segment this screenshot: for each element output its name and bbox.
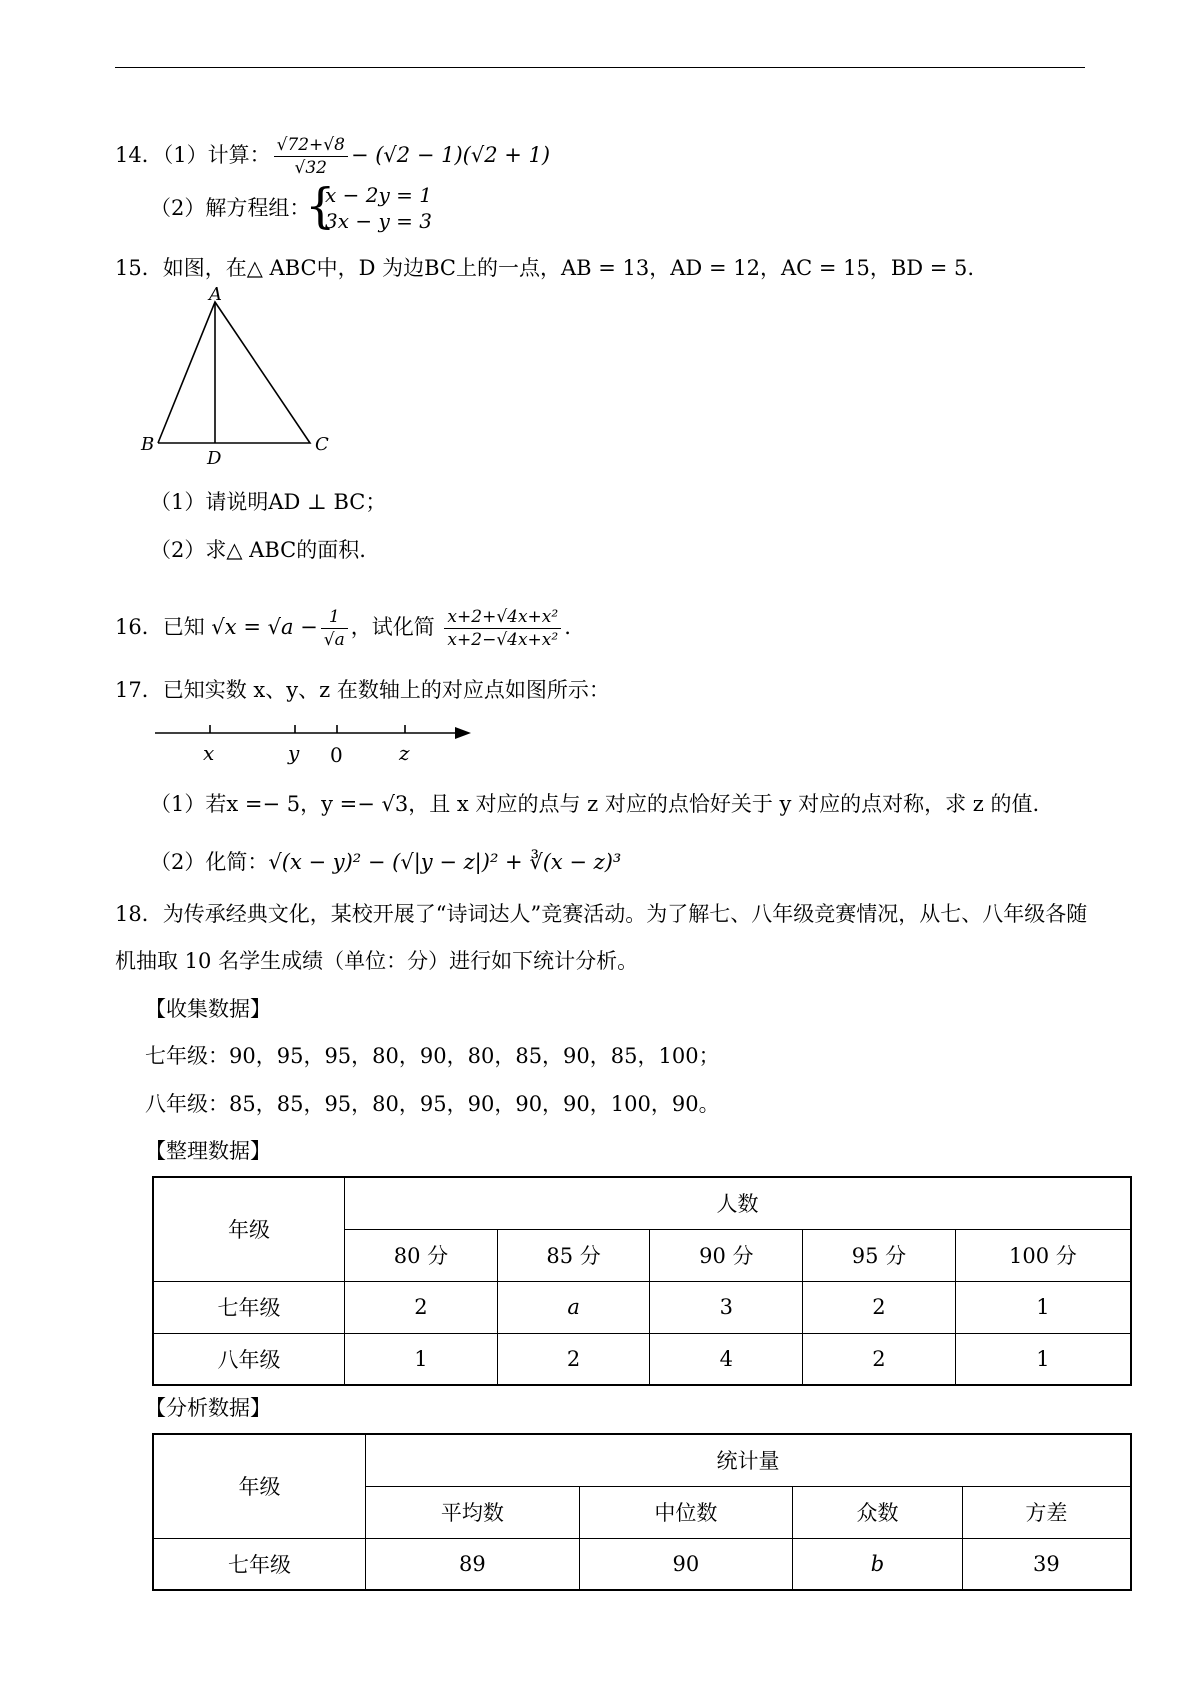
statistics-table bbox=[152, 1433, 1132, 1591]
table-cell: 1 bbox=[955, 1281, 1131, 1333]
table-cell: 2 bbox=[497, 1333, 650, 1385]
table-cell: a bbox=[497, 1281, 650, 1333]
q16-f2-denominator: x+2−√4x+x² bbox=[447, 630, 559, 650]
header-rule bbox=[115, 67, 1085, 68]
q17-part2 bbox=[150, 848, 621, 876]
q15-part2: （2）求△ ABC的面积. bbox=[150, 538, 366, 562]
table-cell: 1 bbox=[955, 1333, 1131, 1385]
q14-fraction bbox=[274, 134, 348, 179]
grade7-raw-data: 七年级：90，95，95，80，90，80，85，90，85，100； bbox=[145, 1044, 720, 1068]
q17-statement: 17．已知实数 x、y、z 在数轴上的对应点如图所示： bbox=[115, 678, 610, 702]
column-header: 众数 bbox=[793, 1486, 963, 1538]
column-header: 100 分 bbox=[955, 1229, 1131, 1281]
table-group-header: 人数 bbox=[345, 1177, 1131, 1229]
table-cell: 3 bbox=[650, 1281, 803, 1333]
table-cell: 39 bbox=[962, 1538, 1131, 1590]
table-cell: b bbox=[793, 1538, 963, 1590]
q16-lhs: √x = √a − bbox=[211, 615, 318, 639]
q15-triangle-figure bbox=[135, 284, 335, 470]
table-cell: 2 bbox=[803, 1281, 956, 1333]
organize-data-heading: 【整理数据】 bbox=[145, 1139, 271, 1163]
table-row bbox=[153, 1333, 1131, 1385]
number-line-figure bbox=[155, 718, 475, 768]
collect-data-heading: 【收集数据】 bbox=[145, 997, 271, 1021]
q14-label: 14．（1）计算： bbox=[115, 143, 271, 167]
q18-statement-line2: 机抽取 10 名学生成绩（单位：分）进行如下统计分析。 bbox=[115, 949, 639, 973]
q15-part1: （1）请说明AD ⊥ BC； bbox=[150, 490, 387, 514]
table-cell: 90 bbox=[579, 1538, 793, 1590]
q16-fraction-1 bbox=[321, 606, 348, 651]
q14-equation-2: 3x − y = 3 bbox=[325, 209, 432, 233]
q17-part1: （1）若x =− 5，y =− √3，且 x 对应的点与 z 对应的点恰好关于 y 对应的点对称，求 z 的值. bbox=[150, 792, 1040, 816]
q18-statement-line1: 18．为传承经典文化，某校开展了“诗词达人”竞赛活动。为了解七、八年级竞赛情况，从七、八年级各随 bbox=[115, 902, 1088, 926]
column-header: 方差 bbox=[962, 1486, 1131, 1538]
vertex-label-a: A bbox=[209, 284, 222, 305]
analyze-data-heading: 【分析数据】 bbox=[145, 1396, 271, 1420]
frequency-table bbox=[152, 1176, 1132, 1386]
axis-label-x: x bbox=[203, 741, 215, 765]
grade8-raw-data: 八年级：85，85，95，80，95，90，90，90，100，90。 bbox=[145, 1092, 720, 1116]
q14-part1 bbox=[115, 134, 550, 179]
column-header: 85 分 bbox=[497, 1229, 650, 1281]
table-cell: 2 bbox=[345, 1281, 498, 1333]
q15-statement: 15．如图，在△ ABC中，D 为边BC上的一点，AB = 13，AD = 12，AC = 15，BD = 5. bbox=[115, 256, 975, 280]
q16-fraction-2 bbox=[444, 606, 561, 651]
q14-frac-denominator: √32 bbox=[294, 158, 327, 178]
table-header-row bbox=[153, 1177, 1131, 1229]
table-row bbox=[153, 1538, 1131, 1590]
q14-tail: − (√2 − 1)(√2 + 1) bbox=[350, 143, 551, 167]
q16-label: 16．已知 bbox=[115, 615, 205, 639]
row-header: 八年级 bbox=[153, 1333, 345, 1385]
table-corner-cell: 年级 bbox=[153, 1177, 345, 1281]
vertex-label-d: D bbox=[207, 448, 222, 469]
column-header: 90 分 bbox=[650, 1229, 803, 1281]
vertex-label-c: C bbox=[315, 434, 329, 455]
q16-f2-numerator: x+2+√4x+x² bbox=[444, 606, 561, 629]
q14-part2-label: （2）解方程组： bbox=[150, 196, 311, 220]
q16-statement bbox=[115, 606, 571, 651]
table-header-row bbox=[153, 1434, 1131, 1486]
q17-part2-label: （2）化简： bbox=[150, 850, 269, 874]
row-header: 七年级 bbox=[153, 1538, 366, 1590]
axis-label-y: y bbox=[288, 741, 300, 765]
axis-label-z: z bbox=[399, 741, 410, 765]
q14-equation-1: x − 2y = 1 bbox=[325, 183, 432, 207]
row-header: 七年级 bbox=[153, 1281, 345, 1333]
column-header: 95 分 bbox=[803, 1229, 956, 1281]
table-cell: 89 bbox=[366, 1538, 580, 1590]
q17-part2-expression: √(x − y)² − (√|y − z|)² + ∛(x − z)³ bbox=[268, 850, 622, 874]
table-group-header: 统计量 bbox=[366, 1434, 1131, 1486]
system-brace: { bbox=[305, 178, 336, 234]
q16-mid-text: ，试化简 bbox=[350, 615, 435, 639]
q16-f1-denominator: √a bbox=[323, 630, 345, 650]
q16-end: . bbox=[564, 615, 571, 639]
table-cell: 1 bbox=[345, 1333, 498, 1385]
table-cell: 4 bbox=[650, 1333, 803, 1385]
axis-label-zero: 0 bbox=[330, 743, 343, 767]
table-corner-cell: 年级 bbox=[153, 1434, 366, 1538]
q16-f1-numerator: 1 bbox=[321, 606, 348, 629]
column-header: 平均数 bbox=[366, 1486, 580, 1538]
table-row bbox=[153, 1281, 1131, 1333]
q14-frac-numerator: √72+√8 bbox=[274, 134, 348, 157]
vertex-label-b: B bbox=[141, 434, 155, 455]
column-header: 80 分 bbox=[345, 1229, 498, 1281]
table-cell: 2 bbox=[803, 1333, 956, 1385]
column-header: 中位数 bbox=[579, 1486, 793, 1538]
